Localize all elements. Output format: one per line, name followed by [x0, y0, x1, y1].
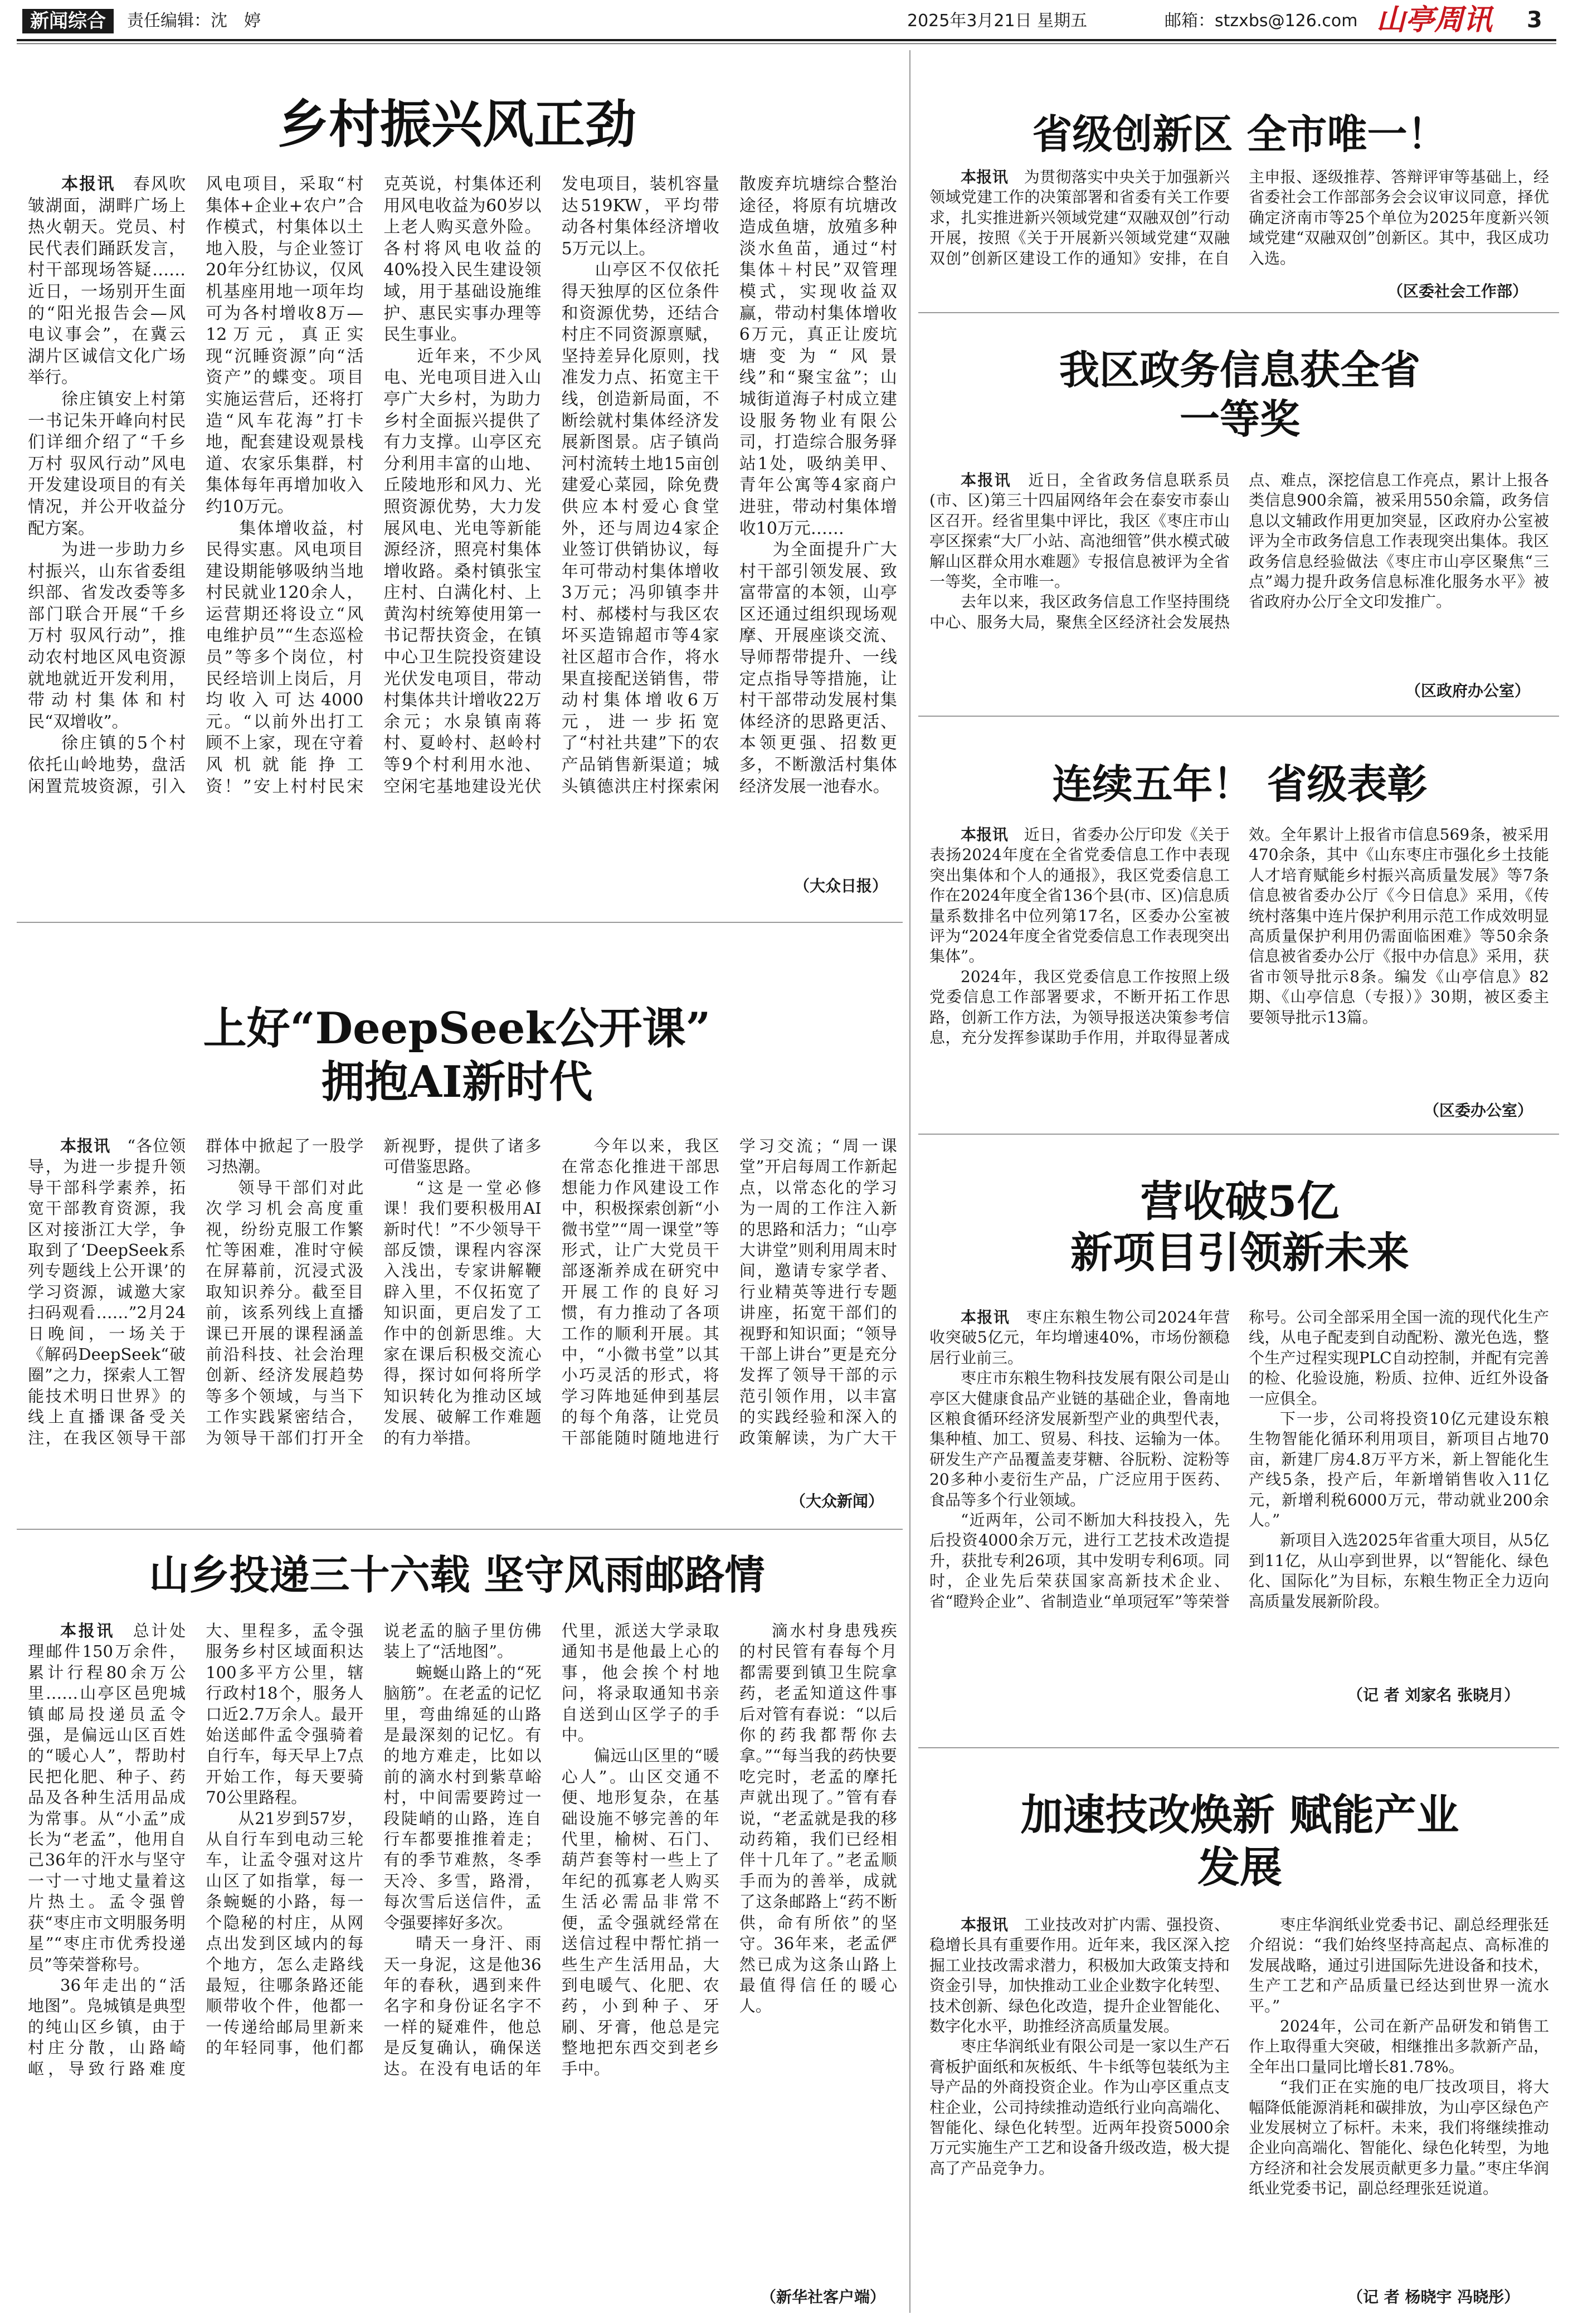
article-title-rural: [33, 94, 880, 155]
title-line: 一等奖: [1179, 395, 1300, 443]
article-source: （大众日报）: [794, 877, 888, 895]
article-source: （大众新闻）: [790, 1492, 884, 1510]
newspaper-logo: 山亭周讯: [1376, 3, 1493, 37]
article-title-deepseek: [33, 1002, 880, 1109]
paragraph: 新项目入选2025年省重大项目，从5亿到11亿，从山亭到世界，以“智能化、绿色化、国际化”为目标，东粮生物正全力迈向高质量发展新阶段。: [1249, 1531, 1549, 1611]
paragraph: 本报讯 近日，省委办公厅印发《关于表扬2024年度在全省党委信息工作中表现突出集体和个人的通报》，我区党委信息工作在2024年度全省136个县(市、区)信息质量系数排名中位列第17名，区委办公室被评为“2024年度全省党委信息工作表现突出集体”。: [929, 825, 1230, 966]
title-line: 连续五年！ 省级表彰: [1052, 760, 1428, 808]
paragraph: 今年以来，我区在常态化推进干部思想能力作风建设工作中，积极探索创新“小微书堂”“周一课堂”等形式，让广大党员干部逐渐养成在研究中开展工作的良好习惯，有力推动了各项工作的顺利开展。其中，“小微书堂”以其小巧灵活的形式，将学习阵地延伸到基层的每个角落，让党员干部能随时随地进行学习交流；“周一课堂”开启每周工作新起点，以常态化的学习为一周的工作注入新的思路和活力；“山亭大讲堂”则利用周末时间，邀请专家学者、行业精英等进行专题讲座，拓宽干部们的视野和知识面；“领导干部上讲台”更是充分发挥了领导干部的示范引领作用，以丰富的实践经验和深入的政策解读，为广大干: [561, 1136, 897, 1447]
article-title-fiveyears: [925, 759, 1555, 809]
header-rule: [17, 39, 1556, 41]
contact-email: 邮箱：stzxbs@126.com: [1165, 11, 1358, 31]
paragraph: “近两年，公司不断加大科技投入，先后投资4000余万元，进行工艺技术改造提升，获批专利26项，其中发明专利6项。同时，企业先后荣获国家高新技术企业、省“瞪羚企业”、省制造业“单项冠军”等荣誉称号。公司全部采用全国一流的现代化生产线，从电子配麦到自动配粉、激光色选，整个生产过程实现PLC自动控制，并配有完善的检、化验设施，粉质、拉伸、近红外设备一应俱全。: [929, 1308, 1549, 1611]
paragraph: 近年来，不少风电、光电项目进入山亭广大乡村，为助力乡村全面振兴提供了有力支撑。山亭区充分利用丰富的山地、丘陵地形和风力、光照资源优势，大力发展风电、光电等新能源经济，照亮村集体增收路。桑村镇张宝庄村、白满化村、上黄沟村统筹使用第一书记帮扶资金，在镇中心卫生院投资建设光伏发电项目，带动村集体共计增收22万余元；水泉镇南蒋村、夏岭村、赵岭村等9个村利用水池、空闲宅基地建设光伏发电项目，装机容量达519KW，平均带动各村集体经济增收5万元以上。: [383, 174, 719, 796]
paragraph: 领导干部们对此次学习机会高度重视，纷纷克服工作繁忙等困难，准时守候在屏幕前，沉浸式汲取知识养分。截至目前，该系列线上直播课已开展的课程涵盖前沿科技、社会治理创新、经济发展趋势等多个领域，与当下工作实践紧密结合，为领导干部们打开全新视野，提供了诸多可借鉴思路。: [206, 1136, 542, 1447]
paragraph: 滴水村身患残疾的村民管有春每个月都需要到镇卫生院拿药，老孟知道这件事后对管有春说：“以后你的药我都帮你去拿。”“每当我的药快要吃完时，老孟的摩托声就出现了。”管有春说，“老孟就是我的移动药箱，我们已经相伴十几年了。”老孟顺手而为的善举，成就了这条邮路上“药不断供，命有所依”的坚守。36年来，老孟俨然已成为这条山路上最值得信任的暖心人。: [739, 1621, 897, 2016]
paragraph: 本报讯 春风吹皱湖面，湖畔广场上热火朝天。党员、村民代表们踊跃发言，村干部现场答疑……近日，一场别开生面的“阳光报告会—风电议事会”，在冀云湖片区诚信文化广场举行。: [28, 174, 186, 388]
title-line: 发展: [1197, 1842, 1282, 1892]
article-divider: [17, 922, 903, 923]
byline-lead: 本报讯: [961, 825, 1009, 844]
article-title-govinfo: [925, 346, 1555, 444]
article-divider: [918, 312, 1559, 313]
article-divider: [918, 716, 1559, 717]
title-line: 营收破5亿: [1140, 1176, 1340, 1226]
byline-lead: 本报讯: [60, 1136, 111, 1155]
title-line: 加速技改焕新 赋能产业: [1020, 1790, 1459, 1840]
article-source: （记 者 刘家名 张晓月）: [1347, 1686, 1520, 1704]
article-body-innovation: [929, 167, 1549, 279]
title-line: 乡村振兴风正劲: [277, 94, 636, 154]
column-divider: [909, 50, 910, 2313]
paragraph: 本报讯 “各位领导，为进一步提升领导干部科学素养，拓宽干部教育资源，我区对接浙江大学，争取到了‘DeepSeek系列专题线上公开课’的学习资源，诚邀大家扫码观看……”2月24日晚间，一场关于《解码DeepSeek“破圈”之力，探索人工智能技术明日世界》的线上直播课备受关注，在我区领导干部群体中掀起了一股学习热潮。: [28, 1136, 364, 1447]
paragraph: 36年走出的“活地图”。凫城镇是典型的纯山区乡镇，由于村庄分散，山路崎岖，导致行路难度大、里程多，孟令强服务乡村区域面积达100多平方公里，辖行政村18个，服务人口近2.7万余人。最开始送邮件孟令强骑着自行车，每天早上7点开始工作，每天要骑70公里路程。: [28, 1621, 364, 2078]
paragraph: 本报讯 工业技改对扩内需、强投资、稳增长具有重要作用。近年来，我区深入挖掘工业技改需求潜力，积极加大政策支持和资金引导，加快推动工业企业数字化转型、技术创新、绿色化改造，提升企业智能化、数字化水平，助推经济高质量发展。: [929, 1915, 1230, 2036]
section-tag: 新闻综合: [22, 9, 114, 33]
paragraph: 徐庄镇安上村第一书记朱开峰向村民们详细介绍了“千乡万村 驭风行动”风电开发建设项目的有关情况，并公开收益分配方案。: [28, 389, 186, 538]
paragraph: 枣庄市东粮生物科技发展有限公司是山亭区大健康食品产业链的基础企业，鲁南地区粮食循环经济发展新型产业的典型代表，集种植、加工、贸易、科技、运输为一体。研发生产产品覆盖麦芽糖、谷朊粉、淀粉等20多种小麦衍生产品，广泛应用于医药、食品等多个行业领域。: [929, 1369, 1230, 1509]
page-header: [0, 0, 1573, 40]
byline-lead: 本报讯: [961, 471, 1011, 489]
paragraph: 蜿蜒山路上的“死脑筋”。在老孟的记忆里，弯曲绵延的山路是最深刻的记忆。有的地方难走，比如以前的滴水村到紫草峪村，中间需要跨过一段陡峭的山路，连自行车都要推推着走；有的季节难熬，冬季天冷、多雪，路滑，每次雪后送信件，孟令强要摔好多次。: [383, 1662, 542, 1932]
title-line: 上好“DeepSeek公开课”: [203, 1003, 711, 1054]
paragraph: 为全面提升广大村干部引领发展、致富带富的本领，山亭区还通过组织现场观摩、开展座谈交流、导师帮带提升、一线定点指导等措施，让村干部带动发展村集体经济的思路更活、本领更强、招数更多，不断激活村集体经济发展一池春水。: [739, 540, 897, 796]
paragraph: 集体增收益，村民得实惠。风电项目建设期能够吸纳当地村民就业120余人，运营期还将设立“风电维护员”“生态巡检员”等多个岗位，村民经培训上岗后，月均收入可达4000元。“以前外出打工顾不上家，现在守着风机就能挣工资！”安上村村民宋克英说，村集体还利用风电收益为60岁以上老人购买意外险。各村将风电收益的40%投入民生建设领域，用于基础设施维护、惠民实事办理等民生事业。: [206, 174, 542, 796]
article-divider: [918, 1747, 1559, 1748]
article-body-deepseek: [28, 1136, 897, 1460]
paragraph: 枣庄华润纸业党委书记、副总经理张廷介绍说：“我们始终坚持高起点、高标准的发展战略，通过引进国际先进设备和技术，生产工艺和产品质量已经达到世界一流水平。”: [1249, 1915, 1549, 2015]
article-body-rural: [28, 174, 897, 879]
article-body-revenue: [929, 1307, 1549, 1708]
page-number: 3: [1527, 7, 1542, 33]
paragraph: 本报讯 枣庄东粮生物公司2024年营收突破5亿元，年均增速40%，市场份额稳居行业前三。: [929, 1308, 1230, 1367]
paragraph: 2024年，公司在新产品研发和销售工作上取得重大突破，相继推出多款新产品，全年出口量同比增长81.78%。: [1249, 2017, 1549, 2076]
header-rule-thin: [17, 43, 1556, 44]
article-source: （记 者 杨晓宇 冯晓彤）: [1347, 2288, 1520, 2306]
byline-lead: 本报讯: [61, 174, 115, 194]
article-body-techupgrade: [929, 1915, 1549, 2281]
paragraph: 从21岁到57岁，从自行车到电动三轮车，让孟令强对这片山区了如指掌，每一条蜿蜒的小路，每一个隐秘的村庄，从网点出发到区域内的每个地方，怎么走路线最短，往哪条路还能顺带收个件，他都一一传递给邮局里新来的年轻同事，他们都说老孟的脑子里仿佛装上了“活地图”。: [206, 1621, 542, 2058]
title-line: 拥抱AI新时代: [321, 1057, 593, 1107]
article-divider: [17, 1529, 903, 1530]
article-title-techupgrade: [925, 1789, 1555, 1894]
article-title-innovation: [925, 109, 1555, 159]
paragraph: 下一步，公司将投资10亿元建设东粮生物智能化循环利用项目，新项目占地70亩，新建厂房4.8万平方米，新上智能化生产线5条，投产后，年新增销售收入11亿元，新增利税6000万元，带动就业200余人。”: [1249, 1409, 1549, 1530]
article-divider: [918, 1134, 1559, 1135]
article-source: （区委办公室）: [1424, 1101, 1533, 1120]
paragraph: 本报讯 总计处理邮件150万余件，累计行程80余万公里……山亭区邑兜城镇邮局投递员孟令强，是偏远山区百姓的“暖心人”，帮助村民把化肥、种子、药品及各种生活用品成为常事。从“小孟”成长为“老孟”，他用自己36年的汗水与坚守一寸一寸地丈量着这片热土。孟令强曾获“枣庄市文明服务明星”“枣庄市优秀投递员”等荣誉称号。: [28, 1621, 186, 1974]
paragraph: 2024年，我区党委信息工作按照上级党委信息工作部署要求，不断开拓工作思路，创新工作方法，为领导报送决策参考信息，充分发挥参谋助手作用，并取得显著成效。全年累计上报省市信息569条，被采用470余条，其中《山东枣庄市强化乡土技能人才培育赋能乡村振兴高质量发展》等7条信息被省委办公厅《今日信息》采用，《传统村落集中连片保护利用示范工作成效明显高质量保护利用仍需面临困难》等50余条信息被省委办公厅《报中办信息》采用，获省市领导批示8条。编发《山亭信息》82期、《山亭信息（专报）》30期，被区委主要领导批示13篇。: [929, 825, 1549, 1047]
article-title-postman: [33, 1548, 880, 1602]
editor-credit: 责任编辑：沈 婷: [127, 11, 261, 31]
paragraph: 山亭区不仅依托得天独厚的区位条件和资源优势，还结合村庄不同资源禀赋，坚持差异化原则，找准发力点、拓宽主干线，创造新局面，不断绘就村集体经济发展新图景。店子镇尚河村流转土地15亩创建爱心菜园，除免费供应本村爱心食堂外，还与周边4家企业签订供销协议，每年可带动村集体增收3万元；冯卯镇李井村、郝楼村与我区农坏买造锦超市等4家社区超市合作，将水果直接配送销售，带动村集体增收6万元，进一步拓宽了“村社共建”下的农产品销售新渠道；城头镇德洪庄村探索闲散废弃坑塘综合整治途径，将原有坑塘改造成鱼塘，放殖多种淡水鱼苗，通过“村集体＋村民”双管理模式，实现收益双赢，带动村集体增收6万元，真正让废坑塘变为“风景线”和“聚宝盆”；山城街道海子村成立建设服务物业有限公司，打造综合服务驿站1处，吸纳美甲、青年公寓等4家商户进驻，带动村集体增收10万元……: [561, 174, 897, 796]
title-line: 山乡投递三十六载 坚守风雨邮路情: [149, 1551, 765, 1598]
paragraph: 枣庄华润纸业有限公司是一家以生产石膏板护面纸和灰板纸、牛卡纸等包装纸为主导产品的外商投资企业。作为山亭区重点支柱企业，公司持续推动造纸行业向高端化、智能化、绿色化转型。近两年投资5000余万元实施生产工艺和设备升级改造，极大提高了产品竞争力。: [929, 2037, 1230, 2177]
byline-lead: 本报讯: [961, 168, 1009, 186]
paragraph: “我们正在实施的电厂技改项目，将大幅降低能源消耗和碳排放，为山亭区绿色产业发展树立了标杆。未来，我们将继续推动企业向高端化、智能化、绿色化转型，为地方经济和社会发展贡献更多力量。”枣庄华润纸业党委书记，副总经理张廷说道。: [1249, 2078, 1549, 2198]
byline-lead: 本报讯: [60, 1621, 115, 1640]
article-body-fiveyears: [929, 825, 1549, 1087]
paragraph: 去年以来，我区政务信息工作坚持围绕中心、服务大局，聚焦全区经济社会发展热点、难点，深挖信息工作亮点，累计上报各类信息900余篇，被采用550余篇，政务信息以文辅政作用更加突显，区政府办公室被评为全市政务信息工作表现突出集体。我区政务信息经验做法《枣庄市山亭区聚焦“三点”竭力提升政务信息标准化服务水平》被省政府办公厅全文印发推广。: [929, 471, 1549, 631]
title-line: 新项目引领新未来: [1070, 1228, 1409, 1277]
title-line: 省级创新区 全市唯一！: [1032, 110, 1448, 158]
title-line: 我区政务信息获全省: [1059, 346, 1420, 393]
paragraph: 徐庄镇的5个村依托山岭地势，盘活闲置荒坡资源，引入风电项目，采取“村集体+企业+农户”合作模式，村集体以土地入股，与企业签订20年分红协议，仅风机基座用地一项年均可为各村增收8万—12万元，真正实现“沉睡资源”向“活资产”的蝶变。项目实施运营后，还将打造“风车花海”打卡地，配套建设观景栈道、农家乐集群，村集体每年再增加收入约10万元。: [28, 174, 364, 796]
article-source: （新华社客户端）: [761, 2288, 886, 2306]
byline-lead: 本报讯: [961, 1915, 1009, 1934]
article-source: （区政府办公室）: [1405, 682, 1531, 700]
paragraph: 本报讯 为贯彻落实中央关于加强新兴领域党建工作的决策部署和省委有关工作要求，扎实推进新兴领域党建“双融双创”行动开展，按照《关于开展新兴领域党建“双融双创”创新区建设工作的通知》安排，在自主申报、逐级推荐、答辩评审等基础上，经省委社会工作部部务会会议审议同意，择优确定济南市等25个单位为2025年度新兴领域党建“双融双创”创新区。其中，我区成功入选。: [929, 168, 1549, 268]
byline-lead: 本报讯: [961, 1308, 1010, 1326]
article-source: （区委社会工作部）: [1387, 282, 1528, 300]
paragraph: 为进一步助力乡村振兴，山东省委组织部、省发改委等多部门联合开展“千乡万村 驭风行动”，推动农村地区风电资源就地就近开发利用，带动村集体和村民“双增收”。: [28, 540, 186, 732]
article-body-postman: [28, 1621, 897, 2279]
article-title-revenue: [925, 1176, 1555, 1278]
paragraph: 本报讯 近日，全省政务信息联系员(市、区)第三十四届网络年会在泰安市泰山区召开。经省里集中评比，我区《枣庄市山亭区探索“大厂小站、高池细管”供水模式破解山区群众用水难题》专报信息被评为全省一等奖，全市唯一。: [929, 471, 1230, 591]
paragraph: “这是一堂必修课！我们要积极用AI新时代！”不少领导干部反馈，课程内容深入浅出，专家讲解鞭辟入里，不仅拓宽了知识面，更启发了工作中的创新思维。大家在课后积极交流心得，探讨如何将所学知识转化为推动区域发展、破解工作难题的有力举措。: [383, 1178, 542, 1447]
issue-date: 2025年3月21日 星期五: [907, 11, 1088, 31]
paragraph: 晴天一身汗、雨天一身泥，这是他36年的春秋，遇到来件名字和身份证名字不一样的疑难件，他总是反复确认，确保送达。在没有电话的年代里，派送大学录取通知书是他最上心的事，他会挨个村地问，将录取通知书亲自送到山区学子的手中。: [383, 1621, 719, 2078]
article-body-govinfo: [929, 470, 1549, 671]
paragraph: 偏远山区里的“暖心人”。山区交通不便、地形复杂，在基础设施不够完善的年代里，榆树、石门、葫芦套等村一些上了年纪的孤寡老人购买生活必需品非常不便，孟令强就经常在送信过程中帮忙捎一些生产生活用品，大到电暖气、化肥、农药，小到种子、牙刷、牙膏，他总是完整地把东西交到老乡手中。: [561, 1746, 719, 2078]
